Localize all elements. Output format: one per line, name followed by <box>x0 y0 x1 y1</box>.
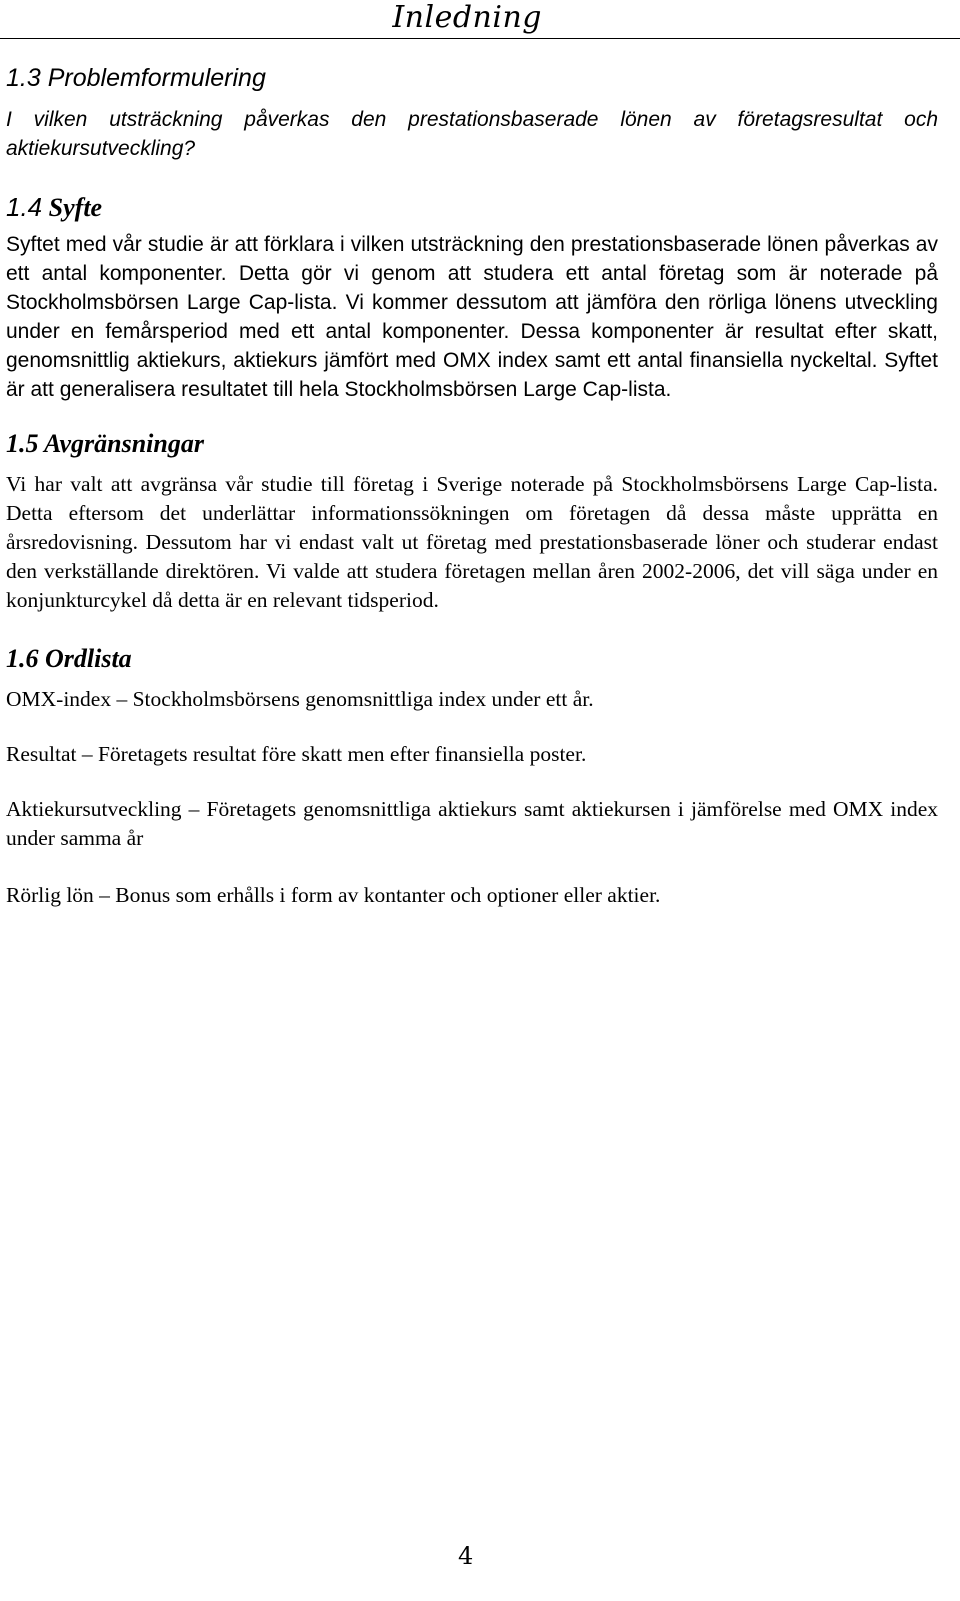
section-title: Problemformulering <box>47 64 266 92</box>
section-title: Syfte <box>48 193 103 222</box>
section-heading-syfte <box>6 191 938 224</box>
section-heading-ordlista <box>6 643 938 675</box>
glossary-entry: Resultat – Företagets resultat före skatt men efter finansiella poster. <box>6 742 587 766</box>
section-number: 1.5 <box>6 429 39 458</box>
glossary-entry: OMX-index – Stockholmsbörsens genomsnittliga index under ett år. <box>6 687 594 711</box>
research-question: I vilken utsträckning påverkas den prestationsbaserade lönen av företagsresultat och aktiekursutveckling? <box>6 108 938 160</box>
section-heading-avgransningar <box>6 428 938 460</box>
page-content <box>6 62 938 910</box>
section-title: Ordlista <box>45 644 132 673</box>
section-number: 1.4 <box>6 192 43 222</box>
avgransningar-paragraph: Vi har valt att avgränsa vår studie till företag i Sverige noterade på Stockholmsbörsens Large Cap-lista. Detta eftersom det underlättar informationssökningen om företagen då dessa måste upprätta en årsredovisning. Dessutom har vi endast valt ut företag med prestationsbaserade löner och studerar endast den verkställande direktören. Vi valde att studera företagen mellan åren 2002-2006, det vill säga under en konjunkturcykel då detta är en relevant tidsperiod. <box>6 472 938 612</box>
section-number: 1.3 <box>6 64 41 92</box>
glossary-entry: Rörlig lön – Bonus som erhålls i form av kontanter och optioner eller aktier. <box>6 883 661 907</box>
running-header-title: Inledning <box>392 0 542 35</box>
page-number: 4 <box>458 1542 474 1570</box>
glossary-entry: Aktiekursutveckling – Företagets genomsnittliga aktiekurs samt aktiekursen i jämförelse med OMX index under samma år <box>6 797 938 850</box>
syfte-paragraph: Syftet med vår studie är att förklara i vilken utsträckning den prestationsbaserade lönen påverkas av ett antal komponenter. Detta gör vi genom att studera ett antal företag som är noterade på Stockholmsbörsen Large Cap-lista. Vi kommer dessutom att jämföra den rörliga lönens utveckling under en femårsperiod med ett antal komponenter. Dessa komponenter är resultat efter skatt, genomsnittlig aktiekurs, aktiekurs jämfört med OMX index samt ett antal finansiella nyckeltal. Syftet är att generalisera resultatet till hela Stockholmsbörsen Large Cap-lista. <box>6 233 938 401</box>
header-rule <box>0 38 960 39</box>
section-heading-problemformulering <box>6 62 938 95</box>
section-title: Avgränsningar <box>44 429 204 458</box>
section-number: 1.6 <box>6 644 39 673</box>
